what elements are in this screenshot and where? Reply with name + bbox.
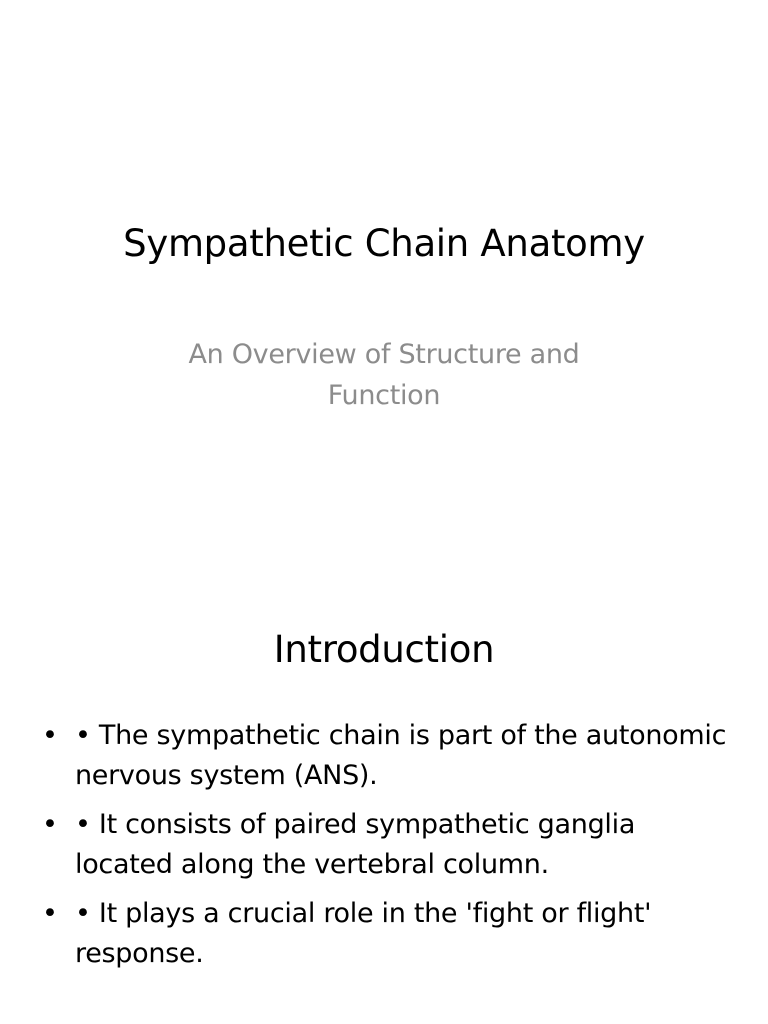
bullet-text: • It plays a crucial role in the 'fight or flight' response. (75, 898, 652, 969)
slide-subtitle: An Overview of Structure and Function (188, 339, 580, 411)
bullet-item (40, 716, 740, 796)
bullet-icon: • (42, 720, 58, 751)
slide-title: Introduction (273, 628, 495, 671)
bullet-item (40, 894, 740, 974)
introduction-slide (0, 576, 768, 1024)
slide-title: Sympathetic Chain Anatomy (123, 222, 645, 265)
bullet-icon: • (42, 898, 58, 929)
bullet-icon: • (42, 809, 58, 840)
bullet-list (40, 716, 740, 983)
bullet-text: • It consists of paired sympathetic ganglia located along the vertebral column. (75, 809, 636, 880)
bullet-item (40, 805, 740, 885)
bullet-text: • The sympathetic chain is part of the autonomic nervous system (ANS). (75, 720, 727, 791)
